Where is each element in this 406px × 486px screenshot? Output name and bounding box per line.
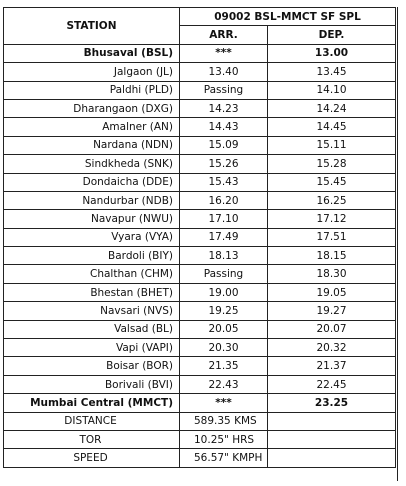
station-cell: Bhestan (BHET) [4, 283, 180, 301]
station-cell: Valsad (BL) [4, 320, 180, 338]
table-row [4, 44, 396, 62]
table-row [4, 155, 396, 173]
table-row [4, 375, 396, 393]
dep-cell: 21.37 [268, 357, 396, 375]
station-cell: Dharangaon (DXG) [4, 99, 180, 117]
summary-empty-cell [268, 449, 396, 467]
dep-cell: 14.45 [268, 118, 396, 136]
table-row [4, 339, 396, 357]
arr-cell: 15.43 [180, 173, 268, 191]
right-edge-divider [397, 7, 406, 481]
dep-cell: 17.51 [268, 228, 396, 246]
station-cell: Dondaicha (DDE) [4, 173, 180, 191]
dep-cell: 14.10 [268, 81, 396, 99]
table-row [4, 320, 396, 338]
station-cell: Amalner (AN) [4, 118, 180, 136]
summary-empty-cell [268, 412, 396, 430]
arr-cell: 15.09 [180, 136, 268, 154]
arr-cell: 14.23 [180, 99, 268, 117]
dep-cell: 17.12 [268, 210, 396, 228]
table-row [4, 228, 396, 246]
arr-cell: 22.43 [180, 375, 268, 393]
arr-cell: 18.13 [180, 247, 268, 265]
table-row [4, 99, 396, 117]
table-row [4, 136, 396, 154]
station-header: STATION [4, 8, 180, 45]
table-row [4, 63, 396, 81]
arr-cell: 17.49 [180, 228, 268, 246]
summary-label: SPEED [4, 449, 180, 467]
arr-cell: 15.26 [180, 155, 268, 173]
station-cell: Vapi (VAPI) [4, 339, 180, 357]
summary-label: DISTANCE [4, 412, 180, 430]
dep-cell: 18.15 [268, 247, 396, 265]
arr-cell: *** [180, 44, 268, 62]
dep-header: DEP. [268, 26, 396, 44]
dep-cell: 20.07 [268, 320, 396, 338]
station-cell: Nandurbar (NDB) [4, 191, 180, 209]
arr-cell: 20.05 [180, 320, 268, 338]
arr-cell: 19.25 [180, 302, 268, 320]
table-row [4, 191, 396, 209]
arr-cell: 20.30 [180, 339, 268, 357]
arr-cell: 17.10 [180, 210, 268, 228]
dep-cell: 15.45 [268, 173, 396, 191]
header-row [4, 8, 396, 26]
dep-cell: 16.25 [268, 191, 396, 209]
summary-row [4, 449, 396, 467]
table-row [4, 302, 396, 320]
summary-label: TOR [4, 430, 180, 448]
arr-cell: Passing [180, 81, 268, 99]
dep-cell: 14.24 [268, 99, 396, 117]
train-header: 09002 BSL-MMCT SF SPL [180, 8, 396, 26]
table-row [4, 283, 396, 301]
station-cell: Bardoli (BIY) [4, 247, 180, 265]
table-row [4, 247, 396, 265]
arr-cell: 14.43 [180, 118, 268, 136]
summary-value: 56.57" KMPH [180, 449, 268, 467]
station-cell: Vyara (VYA) [4, 228, 180, 246]
dep-cell: 23.25 [268, 394, 396, 412]
station-cell: Navapur (NWU) [4, 210, 180, 228]
station-cell: Jalgaon (JL) [4, 63, 180, 81]
summary-empty-cell [268, 430, 396, 448]
timetable [3, 7, 396, 468]
station-cell: Sindkheda (SNK) [4, 155, 180, 173]
station-cell: Borivali (BVI) [4, 375, 180, 393]
table-row [4, 118, 396, 136]
station-cell: Boisar (BOR) [4, 357, 180, 375]
table-row [4, 265, 396, 283]
arr-cell: 16.20 [180, 191, 268, 209]
table-row [4, 357, 396, 375]
arr-cell: 21.35 [180, 357, 268, 375]
arr-header: ARR. [180, 26, 268, 44]
station-cell: Mumbai Central (MMCT) [4, 394, 180, 412]
station-cell: Chalthan (CHM) [4, 265, 180, 283]
dep-cell: 15.11 [268, 136, 396, 154]
dep-cell: 13.45 [268, 63, 396, 81]
dep-cell: 15.28 [268, 155, 396, 173]
arr-cell: Passing [180, 265, 268, 283]
summary-row [4, 412, 396, 430]
table-row [4, 394, 396, 412]
station-cell: Paldhi (PLD) [4, 81, 180, 99]
summary-value: 10.25" HRS [180, 430, 268, 448]
dep-cell: 19.27 [268, 302, 396, 320]
summary-row [4, 430, 396, 448]
arr-cell: 13.40 [180, 63, 268, 81]
dep-cell: 20.32 [268, 339, 396, 357]
arr-cell: *** [180, 394, 268, 412]
summary-value: 589.35 KMS [180, 412, 268, 430]
table-row [4, 173, 396, 191]
table-row [4, 81, 396, 99]
dep-cell: 18.30 [268, 265, 396, 283]
station-cell: Navsari (NVS) [4, 302, 180, 320]
dep-cell: 19.05 [268, 283, 396, 301]
table-row [4, 210, 396, 228]
station-cell: Bhusaval (BSL) [4, 44, 180, 62]
arr-cell: 19.00 [180, 283, 268, 301]
dep-cell: 22.45 [268, 375, 396, 393]
station-cell: Nardana (NDN) [4, 136, 180, 154]
dep-cell: 13.00 [268, 44, 396, 62]
